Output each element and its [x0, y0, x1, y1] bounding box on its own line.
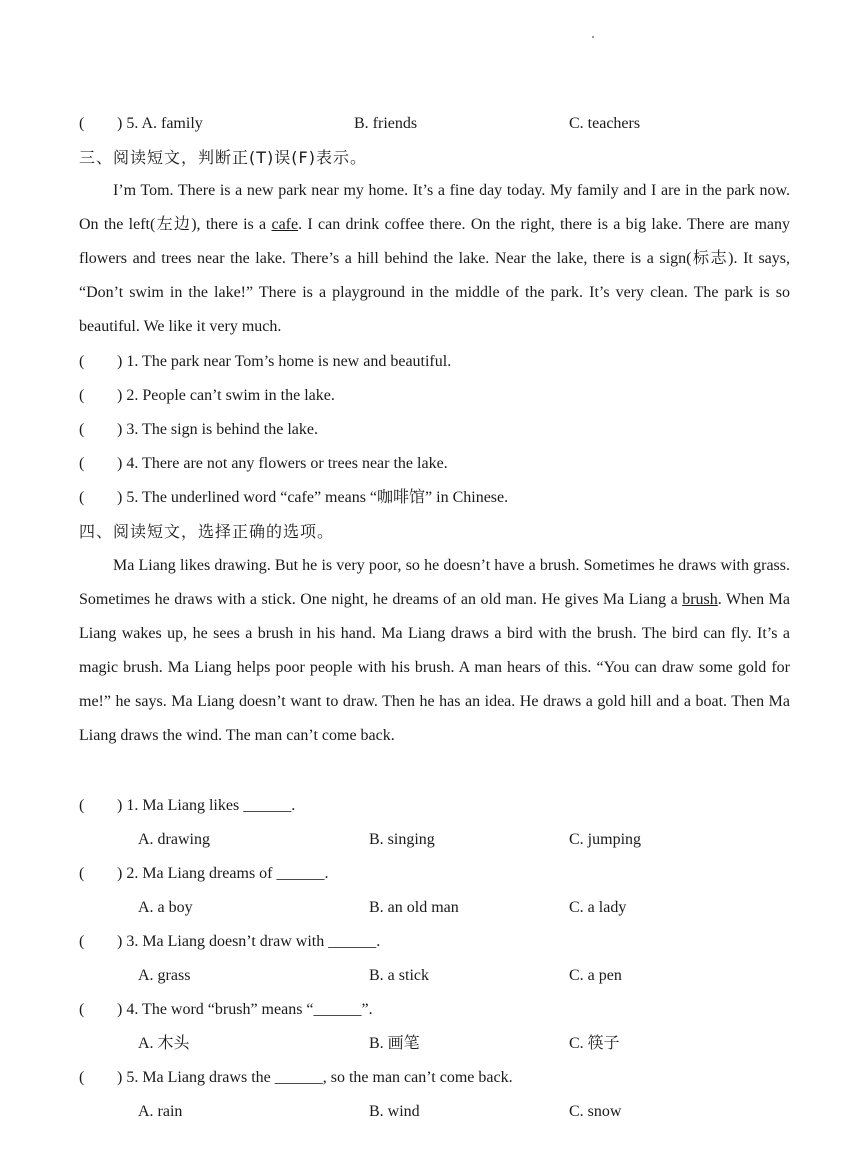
underlined-word: brush	[682, 591, 718, 608]
question-row	[79, 420, 318, 440]
question-text: ) 4. The word “brush” means “______”.	[117, 1001, 373, 1018]
answer-blank[interactable]: (	[79, 115, 85, 132]
answer-blank[interactable]: (	[79, 797, 85, 814]
option-b: B. a stick	[369, 967, 429, 984]
answer-blank[interactable]: (	[79, 489, 85, 506]
option-c: C. 筷子	[569, 1035, 620, 1052]
option-b: B. friends	[354, 115, 418, 132]
answer-blank[interactable]: (	[79, 1069, 85, 1086]
option-c: C. snow	[569, 1103, 622, 1120]
passage-text: I’m Tom. There is a new park near my home. It’s a fine day today. My family and I are in the park now. On the left(左边), there is a	[79, 182, 790, 233]
question-text: ) 1. Ma Liang likes ______.	[117, 797, 296, 814]
option-a: A. 木头	[138, 1035, 190, 1052]
option-b: B. an old man	[369, 899, 459, 916]
question-text: ) 2. Ma Liang dreams of ______.	[117, 865, 329, 882]
option-a: A. a boy	[138, 899, 193, 916]
answer-blank[interactable]: (	[79, 353, 85, 370]
passage-text: Ma Liang likes drawing. But he is very poor, so he doesn’t have a brush. Sometimes he draws with grass. Sometimes he draws with a stick. One night, he dreams of an old man. He gives Ma Liang a	[79, 557, 790, 608]
option-c: C. a pen	[569, 967, 622, 984]
question-row	[79, 454, 448, 474]
question-text: ) 5. A. family	[117, 115, 203, 132]
passage-text: . I can drink coffee there. On the right, there is a big lake. There are many flowers and trees near the lake. There’s a hill behind the lake. Near the lake, there is a sign(标志). It says, “Don’t swim in the lake!” There is a playground in the middle of the park. It’s very clean. The park is so beautiful. We like it very much.	[79, 216, 790, 335]
reading-passage	[79, 174, 790, 344]
question-text: ) 5. The underlined word “cafe” means “咖啡馆” in Chinese.	[117, 489, 509, 506]
option-b: B. singing	[369, 831, 435, 848]
question-row	[79, 352, 451, 372]
question-text: ) 2. People can’t swim in the lake.	[117, 387, 335, 404]
answer-blank[interactable]: (	[79, 421, 85, 438]
question-row	[79, 1000, 373, 1020]
option-a: A. drawing	[138, 831, 210, 848]
answer-blank[interactable]: (	[79, 1001, 85, 1018]
section-heading: 三、阅读短文，判断正(T)误(F)表示。	[79, 148, 367, 167]
answer-blank[interactable]: (	[79, 387, 85, 404]
section-heading: 四、阅读短文，选择正确的选项。	[79, 522, 335, 541]
question-text: ) 3. The sign is behind the lake.	[117, 421, 318, 438]
option-b: B. wind	[369, 1103, 420, 1120]
option-c: C. teachers	[569, 115, 641, 132]
question-text: ) 1. The park near Tom’s home is new and beautiful.	[117, 353, 452, 370]
option-b: B. 画笔	[369, 1035, 420, 1052]
scan-dot	[592, 36, 594, 38]
question-row	[79, 386, 335, 406]
option-a: A. grass	[138, 967, 191, 984]
question-text: ) 5. Ma Liang draws the ______, so the man can’t come back.	[117, 1069, 513, 1086]
underlined-word: cafe	[271, 216, 299, 233]
question-row	[79, 796, 295, 816]
option-a: A. rain	[138, 1103, 183, 1120]
question-row	[79, 932, 380, 952]
option-c: C. jumping	[569, 831, 642, 848]
answer-blank[interactable]: (	[79, 865, 85, 882]
question-row	[79, 1068, 513, 1088]
question-text: ) 3. Ma Liang doesn’t draw with ______.	[117, 933, 381, 950]
answer-blank[interactable]: (	[79, 933, 85, 950]
question-row	[79, 864, 329, 884]
question-row	[79, 488, 508, 508]
question-row	[79, 114, 203, 134]
option-c: C. a lady	[569, 899, 627, 916]
question-text: ) 4. There are not any flowers or trees near the lake.	[117, 455, 448, 472]
passage-text: . When Ma Liang wakes up, he sees a brush in his hand. Ma Liang draws a bird with the brush. The bird can fly. It’s a magic brush. Ma Liang helps poor people with his brush. A man hears of this. “You can draw some gold for me!” he says. Ma Liang doesn’t want to draw. Then he has an idea. He draws a gold hill and a boat. Then Ma Liang draws the wind. The man can’t come back.	[79, 591, 790, 744]
reading-passage	[79, 549, 790, 753]
answer-blank[interactable]: (	[79, 455, 85, 472]
